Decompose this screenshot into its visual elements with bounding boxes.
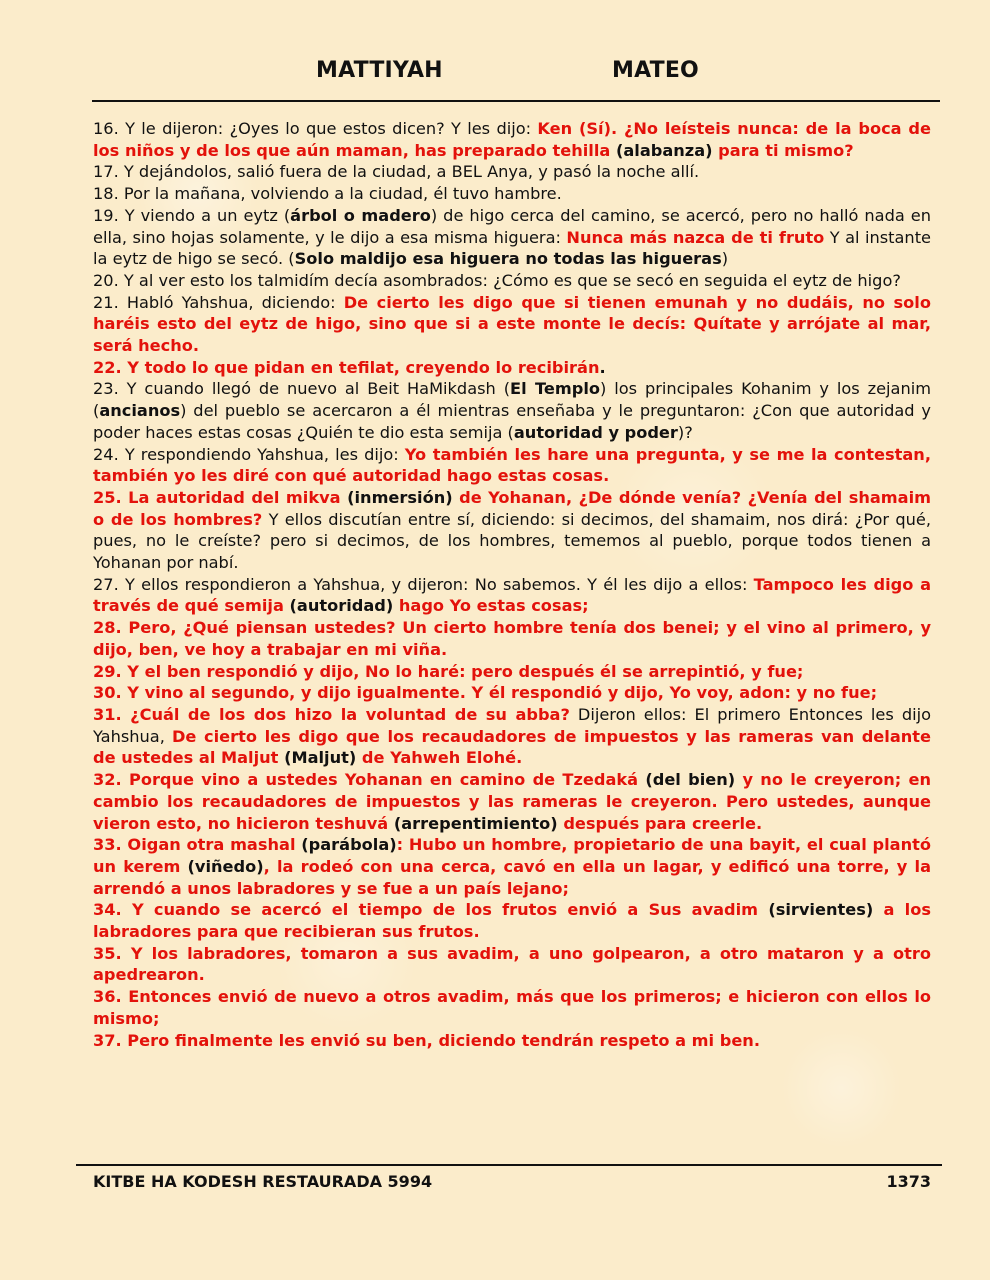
verse-segment: 27. Y ellos respondieron a Yahshua, y dijeron: No sabemos. Y él les dijo a ellos:: [93, 574, 754, 594]
verse-segment: de Yahweh Elohé.: [356, 748, 523, 768]
verse-33: [93, 834, 931, 899]
verse-segment: 29. Y el ben respondió y dijo, No lo haré: pero después él se arrepintió, y fue;: [93, 661, 804, 681]
verse-segment: autoridad y poder: [513, 422, 678, 442]
verse-28: [93, 617, 931, 660]
verse-segment: 30. Y vino al segundo, y dijo igualmente. Y él respondió y dijo, Yo voy, adon: y no fue;: [93, 683, 878, 703]
verse-segment: (alabanza): [615, 140, 713, 160]
verse-25: [93, 487, 931, 574]
verse-segment: después para creerle.: [557, 813, 763, 833]
verse-36: [93, 986, 931, 1029]
verse-27: [93, 574, 931, 617]
verse-segment: (sirvientes): [768, 900, 874, 920]
verse-segment: 16. Y le dijeron: ¿Oyes lo que estos dicen? Y les dijo:: [93, 119, 538, 138]
verse-17: [93, 161, 931, 183]
verse-text-body: [93, 118, 931, 1051]
verse-segment: : Hubo un hombre, propietario de una bayit, el cual plantó un kerem: [93, 835, 931, 876]
verse-segment: ancianos: [99, 401, 181, 421]
verse-segment: (del bien): [645, 770, 736, 790]
verse-segment: 35. Y los labradores, tomaron a sus avadim, a uno golpearon, a otro mataron y a otro apedrearon.: [93, 943, 931, 985]
verse-24: [93, 444, 931, 487]
verse-segment: 31. ¿Cuál de los dos hizo la voluntad de su abba?: [93, 704, 570, 724]
verse-segment: y no le creyeron; en cambio los recaudadores de impuestos y las rameras le creyeron. Pero ustedes, aunque vieron esto, no hicieron teshuvá: [93, 770, 932, 833]
verse-segment: 28. Pero, ¿Qué piensan ustedes? Un cierto hombre tenía dos benei; y el vino al primero, y dijo, ben, ve hoy a trabajar en mi viña.: [93, 618, 931, 659]
page-number: 1373: [886, 1172, 931, 1191]
verse-segment: 23. Y cuando llegó de nuevo al Beit HaMikdash (: [93, 379, 511, 399]
verse-segment: El Templo: [510, 379, 601, 399]
verse-segment: a los labradores para que recibieran sus frutos.: [93, 900, 931, 942]
verse-segment: 37. Pero finalmente les envió su ben, diciendo tendrán respeto a mi ben.: [93, 1030, 760, 1050]
verse-segment: De cierto les digo que los recaudadores de impuestos y las rameras van delante de ustedes al Maljut: [93, 726, 931, 768]
verse-19: [93, 205, 931, 270]
verse-segment: Solo maldijo esa higuera no todas las higueras: [294, 249, 722, 269]
verse-segment: 33. Oigan otra mashal: [93, 835, 302, 855]
verse-segment: Ken (Sí). ¿No leísteis nunca: de la boca de los niños y de los que aún maman, has preparado tehilla: [93, 119, 931, 160]
verse-segment: Yo también les hare una pregunta, y se me la contestan, también yo les diré con qué autoridad hago estas cosas.: [93, 444, 931, 486]
verse-segment: 19. Y viendo a un eytz (: [93, 205, 291, 225]
verse-segment: ) del pueblo se acercaron a él mientras enseñaba y le preguntaron: ¿Con que autoridad y poder haces estas cosas ¿Quién te dio esta semija (: [93, 401, 931, 442]
verse-segment: árbol o madero: [290, 205, 431, 225]
verse-segment: (Maljut): [284, 748, 357, 768]
verse-segment: Nunca más nazca de ti fruto: [566, 227, 825, 247]
verse-segment: ) de higo cerca del camino, se acercó, pero no halló nada en ella, sino hojas solamente, y le dijo a esa misma higuera:: [93, 205, 931, 247]
page-header: [0, 58, 990, 92]
verse-segment: 24. Y respondiendo Yahshua, les dijo:: [93, 444, 405, 464]
verse-segment: 20. Y al ver esto los talmidím decía asombrados: ¿Cómo es que se secó en seguida el eytz de higo?: [93, 270, 901, 290]
verse-31: [93, 704, 931, 769]
verse-segment: (parábola): [301, 835, 397, 855]
verse-segment: Tampoco les digo a través de qué semija: [93, 574, 931, 616]
verse-segment: (arrepentimiento): [393, 813, 558, 833]
verse-segment: Y ellos discutían entre sí, diciendo: si decimos, del shamaim, nos dirá: ¿Por qué, pues, no le creíste? pero si decimos, de los hombres, tememos al pueblo, porque todos tienen a Yohanan por nabí.: [93, 509, 931, 573]
verse-22: [93, 357, 931, 379]
verse-30: [93, 682, 931, 704]
verse-35: [93, 943, 931, 986]
verse-segment: , la rodeó con una cerca, cavó en ella un lagar, y edificó una torre, y la arrendó a unos labradores y se fue a un país lejano;: [93, 856, 931, 898]
verse-segment: Y al instante la eytz de higo se secó. (: [93, 227, 931, 269]
verse-29: [93, 661, 931, 683]
verse-segment: hago Yo estas cosas;: [393, 596, 589, 616]
verse-segment: 18. Por la mañana, volviendo a la ciudad, él tuvo hambre.: [93, 184, 562, 204]
verse-segment: )?: [677, 422, 693, 442]
verse-20: [93, 270, 931, 292]
footer-divider: [76, 1164, 942, 1166]
verse-16: [93, 118, 931, 161]
header-book-spanish: MATEO: [612, 58, 699, 83]
verse-34: [93, 899, 931, 942]
verse-32: [93, 769, 931, 834]
verse-segment: de Yohanan, ¿De dónde venía? ¿Venía del shamaim o de los hombres?: [93, 487, 931, 529]
verse-segment: 34. Y cuando se acercó el tiempo de los frutos envió a Sus avadim: [93, 900, 769, 920]
footer-title: KITBE HA KODESH RESTAURADA 5994: [93, 1172, 433, 1191]
verse-segment: Dijeron ellos: El primero Entonces les dijo Yahshua,: [93, 704, 931, 746]
verse-segment: 21. Habló Yahshua, diciendo:: [93, 292, 344, 312]
verse-segment: 25. La autoridad del mikva: [93, 487, 348, 507]
verse-23: [93, 378, 931, 443]
verse-segment: (autoridad): [289, 596, 394, 616]
header-divider: [92, 100, 940, 102]
verse-18: [93, 183, 931, 205]
header-book-hebrew: MATTIYAH: [316, 58, 443, 83]
verse-segment: ) los principales Kohanim y los zejanim (: [93, 379, 931, 421]
verse-segment: .: [599, 357, 606, 377]
verse-37: [93, 1030, 931, 1052]
verse-21: [93, 292, 931, 357]
verse-segment: 22. Y todo lo que pidan en tefilat, creyendo lo recibirán: [93, 357, 600, 377]
verse-segment: De cierto les digo que si tienen emunah y no dudáis, no solo haréis esto del eytz de higo, sino que si a este monte le decís: Quítate y arrójate al mar, será hecho.: [93, 292, 931, 356]
verse-segment: (inmersión): [347, 487, 453, 507]
verse-segment: 36. Entonces envió de nuevo a otros avadim, más que los primeros; e hicieron con ellos lo mismo;: [93, 987, 931, 1028]
verse-segment: 32. Porque vino a ustedes Yohanan en camino de Tzedaká: [93, 770, 646, 790]
verse-segment: (viñedo): [187, 856, 264, 876]
verse-segment: para ti mismo?: [712, 140, 854, 160]
verse-segment: ): [721, 249, 729, 269]
verse-segment: 17. Y dejándolos, salió fuera de la ciudad, a BEL Anya, y pasó la noche allí.: [93, 162, 700, 182]
